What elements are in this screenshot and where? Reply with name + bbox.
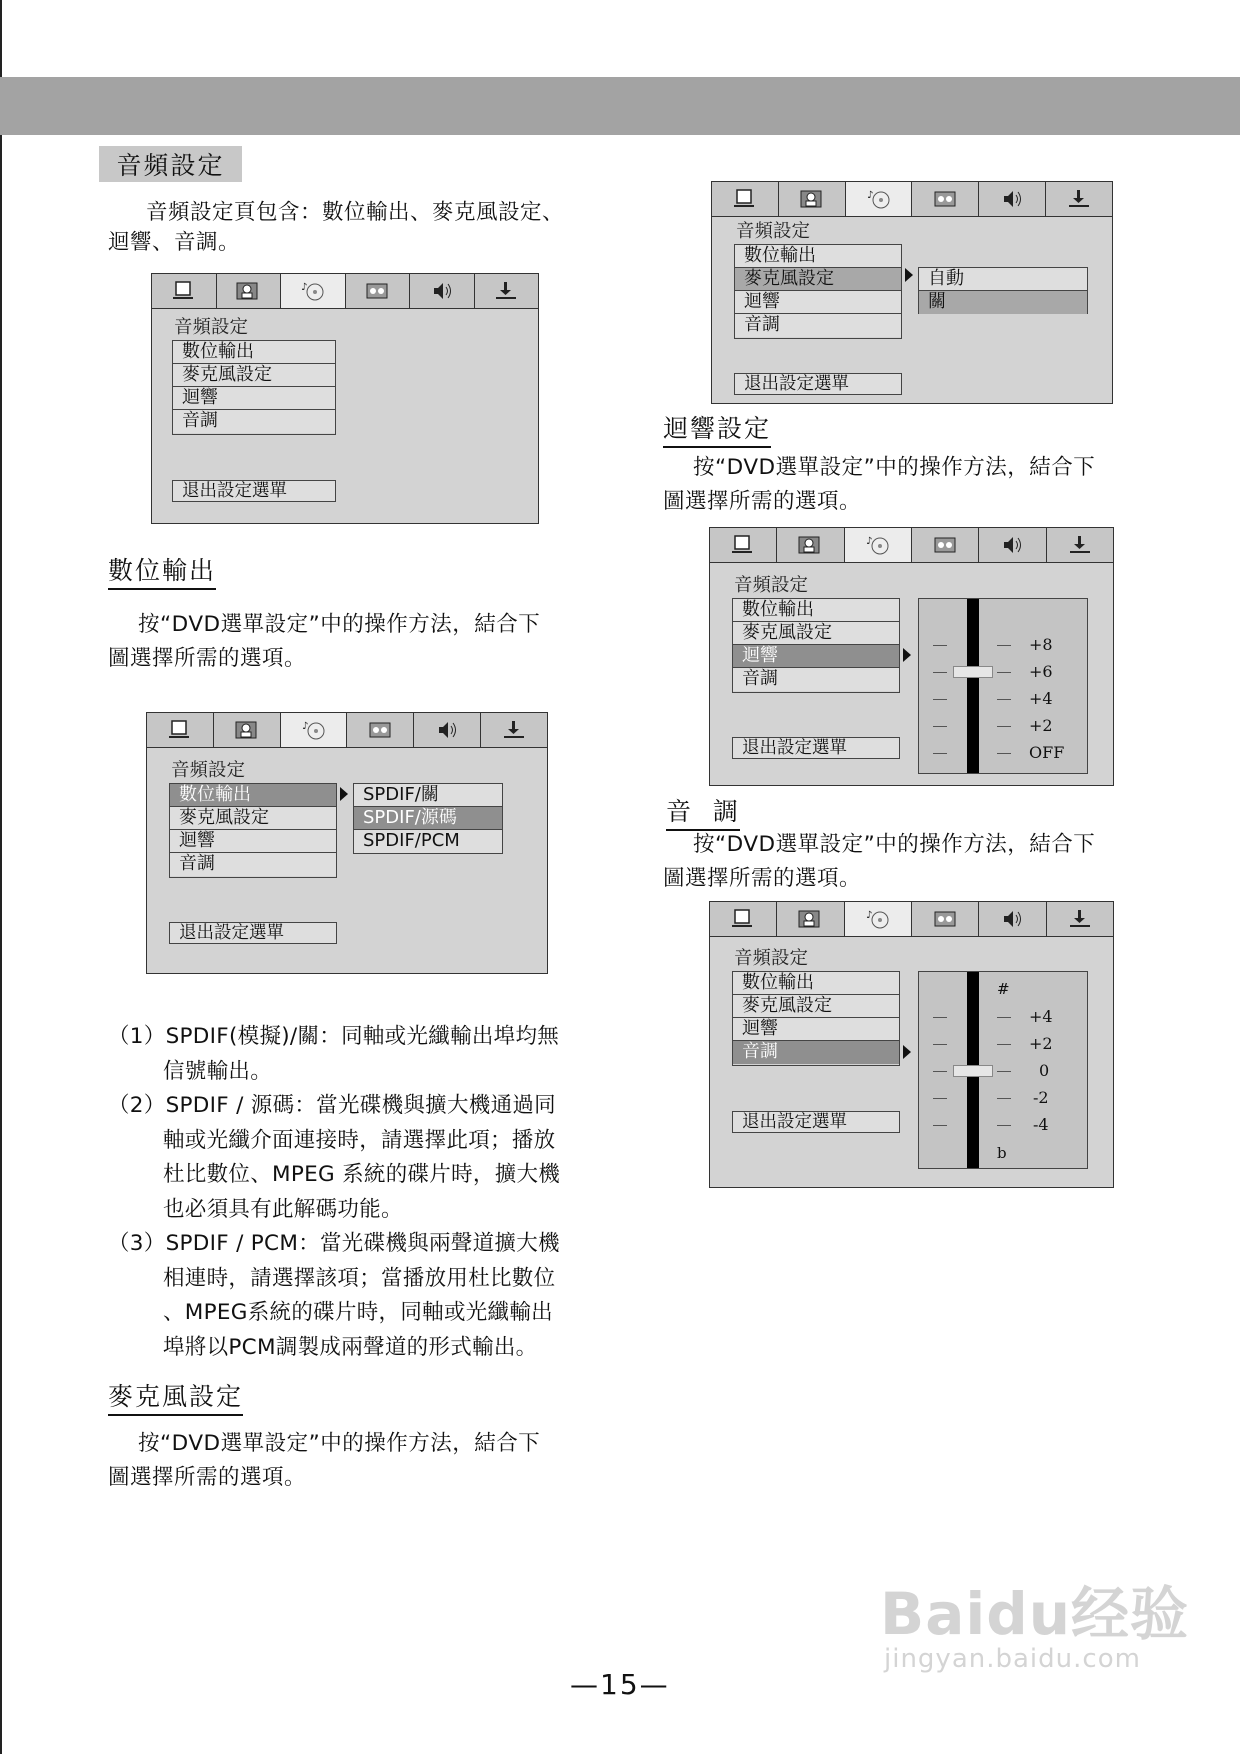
- tone-label-minus2: -2: [1033, 1088, 1049, 1107]
- tone-label-flat: b: [997, 1144, 1007, 1162]
- menu-item-tone[interactable]: 音調: [173, 410, 335, 433]
- tab-speaker[interactable]: [979, 182, 1046, 216]
- slider-tick: [997, 1071, 1011, 1072]
- slider-tick: [997, 1044, 1011, 1045]
- monitor-icon: [729, 908, 757, 930]
- slider-knob[interactable]: [953, 1065, 993, 1077]
- slider-tick: [933, 699, 947, 700]
- mic-line-1: 按“DVD選單設定”中的操作方法，結合下: [138, 1431, 541, 1456]
- tab-rating[interactable]: [347, 713, 414, 747]
- slider-tick: [933, 1125, 947, 1126]
- echo-label-plus8: +8: [1029, 635, 1053, 654]
- echo-line-2: 圖選擇所需的選項。: [663, 489, 862, 514]
- note-item-2: [108, 1089, 628, 1227]
- speaker-icon: [428, 280, 456, 302]
- menu-tab-bar: [152, 274, 538, 309]
- tab-audio[interactable]: [846, 182, 913, 216]
- heading-digital-output: 數位輸出: [108, 556, 216, 590]
- speaker-icon: [433, 719, 461, 741]
- option-spdif-raw[interactable]: SPDIF/源碼: [354, 807, 502, 830]
- person-icon: [796, 534, 824, 556]
- film-icon: [931, 534, 959, 556]
- note-3-line-3: 、MPEG系統的碟片時，同軸或光纖輸出: [163, 1300, 553, 1325]
- slider-tick: [997, 699, 1011, 700]
- download-icon: [1066, 908, 1094, 930]
- disc-icon: [865, 188, 893, 210]
- header-band: [0, 77, 1240, 135]
- note-item-3: [108, 1227, 628, 1365]
- tone-label-plus2: +2: [1029, 1034, 1053, 1053]
- heading-tone: 音 調: [666, 797, 740, 831]
- tab-video[interactable]: [147, 713, 214, 747]
- slider-tick: [997, 1125, 1011, 1126]
- menu-title: 音頻設定: [171, 760, 246, 781]
- svg-text:♪: ♪: [866, 190, 873, 201]
- tab-speaker[interactable]: [979, 528, 1046, 562]
- tone-line-1: 按“DVD選單設定”中的操作方法，結合下: [693, 832, 1096, 857]
- tab-misc[interactable]: [481, 713, 547, 747]
- echo-label-plus2: +2: [1029, 716, 1053, 735]
- echo-line-1: 按“DVD選單設定”中的操作方法，結合下: [693, 455, 1096, 480]
- person-icon: [798, 188, 826, 210]
- menu-exit-button[interactable]: 退出設定選單: [734, 373, 902, 395]
- menu-item-digital-output[interactable]: 數位輸出: [735, 245, 901, 268]
- slider-tick: [997, 672, 1011, 673]
- note-item-1: [108, 1020, 628, 1089]
- menu-tab-bar: [710, 902, 1113, 937]
- watermark-logo-text: Baidu经验: [880, 1580, 1190, 1648]
- tone-paragraph: [663, 828, 1183, 896]
- tone-line-2: 圖選擇所需的選項。: [663, 866, 862, 891]
- menu-screenshot-digital-output: [146, 712, 548, 974]
- option-spdif-pcm[interactable]: SPDIF/PCM: [354, 830, 502, 853]
- speaker-icon: [998, 534, 1026, 556]
- slider-tick: [933, 726, 947, 727]
- slider-tick: [933, 645, 947, 646]
- person-icon: [796, 908, 824, 930]
- svg-text:♪: ♪: [301, 721, 308, 732]
- section-tag-audio-setup: 音頻設定: [99, 146, 242, 182]
- echo-label-off: OFF: [1029, 743, 1065, 762]
- note-1-line-1: （1）SPDIF(模擬)/關：同軸或光纖輸出埠均無: [108, 1024, 560, 1049]
- tone-label-plus4: +4: [1029, 1007, 1053, 1026]
- tab-language[interactable]: [217, 274, 282, 308]
- option-mic-off[interactable]: 關: [919, 291, 1087, 314]
- menu-item-echo[interactable]: 迴響: [733, 1018, 899, 1041]
- tone-label-zero: 0: [1039, 1061, 1050, 1080]
- menu-tab-bar: [712, 182, 1112, 217]
- tab-audio[interactable]: [281, 713, 348, 747]
- menu-item-digital-output[interactable]: 數位輸出: [170, 784, 336, 807]
- slider-tick: [933, 1017, 947, 1018]
- person-icon: [233, 719, 261, 741]
- speaker-icon: [998, 908, 1026, 930]
- slider-tick: [933, 1044, 947, 1045]
- menu-item-mic-setup[interactable]: 麥克風設定: [733, 995, 899, 1018]
- menu-list: [172, 340, 336, 435]
- download-icon: [1065, 188, 1093, 210]
- option-mic-auto[interactable]: 自動: [919, 268, 1087, 291]
- note-3-line-2: 相連時，請選擇該項；當播放用杜比數位: [163, 1265, 556, 1291]
- menu-screenshot-mic-setup: [711, 181, 1113, 404]
- tone-label-sharp: #: [997, 980, 1010, 998]
- submenu-arrow-icon: [340, 787, 348, 801]
- download-icon: [500, 719, 528, 741]
- tab-language[interactable]: [777, 902, 844, 936]
- menu-list: [732, 598, 900, 693]
- menu-title: 音頻設定: [734, 948, 809, 969]
- menu-item-mic-setup[interactable]: 麥克風設定: [170, 807, 336, 830]
- menu-item-digital-output[interactable]: 數位輸出: [173, 341, 335, 364]
- submenu-list-spdif: [353, 783, 503, 854]
- slider-knob[interactable]: [953, 666, 993, 678]
- left-border-line: [0, 0, 2, 1754]
- submenu-arrow-icon: [903, 1045, 911, 1059]
- submenu-arrow-icon: [905, 268, 913, 282]
- menu-list: [734, 244, 902, 339]
- note-2-line-2: 軸或光纖介面連接時，請選擇此項；播放: [163, 1127, 556, 1153]
- menu-screenshot-tone: [709, 901, 1114, 1188]
- film-icon: [363, 280, 391, 302]
- menu-item-mic-setup[interactable]: 麥克風設定: [733, 622, 899, 645]
- watermark-url: jingyan.baidu.com: [884, 1644, 1141, 1674]
- option-spdif-off[interactable]: SPDIF/關: [354, 784, 502, 807]
- menu-item-echo[interactable]: 迴響: [173, 387, 335, 410]
- tab-misc[interactable]: [1047, 902, 1113, 936]
- slider-tick: [997, 726, 1011, 727]
- tab-speaker[interactable]: [979, 902, 1046, 936]
- slider-track: [967, 599, 979, 773]
- menu-item-digital-output[interactable]: 數位輸出: [733, 599, 899, 622]
- menu-title: 音頻設定: [734, 575, 809, 596]
- tab-video[interactable]: [710, 528, 777, 562]
- svg-text:♪: ♪: [865, 536, 873, 547]
- note-2-line-4: 也必須具有此解碼功能。: [163, 1196, 403, 1222]
- menu-item-mic-setup[interactable]: 麥克風設定: [173, 364, 335, 387]
- tab-rating[interactable]: [346, 274, 411, 308]
- menu-tab-bar: [147, 713, 547, 748]
- disc-icon: [864, 908, 892, 930]
- monitor-icon: [170, 280, 198, 302]
- echo-paragraph: [663, 451, 1183, 519]
- intro-paragraph: [108, 196, 628, 260]
- monitor-icon: [729, 534, 757, 556]
- tab-misc[interactable]: [475, 274, 539, 308]
- tab-rating[interactable]: [912, 902, 979, 936]
- slider-tick: [997, 1017, 1011, 1018]
- page-number: —15—: [570, 1668, 670, 1701]
- submenu-arrow-icon: [903, 648, 911, 662]
- baidu-watermark: [880, 1580, 1190, 1674]
- slider-tick: [933, 1071, 947, 1072]
- menu-list: [732, 971, 900, 1066]
- tone-level-slider[interactable]: [918, 971, 1088, 1169]
- menu-item-digital-output[interactable]: 數位輸出: [733, 972, 899, 995]
- monitor-icon: [166, 719, 194, 741]
- tab-misc[interactable]: [1047, 528, 1113, 562]
- slider-tick: [997, 1098, 1011, 1099]
- tab-language[interactable]: [214, 713, 281, 747]
- menu-item-tone[interactable]: 音調: [733, 668, 899, 691]
- menu-item-echo[interactable]: 迴響: [735, 291, 901, 314]
- menu-exit-button[interactable]: 退出設定選單: [172, 480, 336, 502]
- intro-line-1: 音頻設定頁包含：數位輸出、麥克風設定、: [146, 200, 565, 225]
- svg-text:♪: ♪: [300, 282, 308, 293]
- digital-output-paragraph: [108, 608, 628, 676]
- tab-video[interactable]: [712, 182, 779, 216]
- note-3-line-4: 埠將以PCM調製成兩聲道的形式輸出。: [163, 1334, 538, 1360]
- speaker-icon: [998, 188, 1026, 210]
- note-list: [108, 1020, 628, 1365]
- tone-label-minus4: -4: [1033, 1115, 1049, 1134]
- film-icon: [366, 719, 394, 741]
- tab-audio[interactable]: [281, 274, 346, 308]
- menu-item-echo[interactable]: 迴響: [733, 645, 899, 668]
- echo-label-plus6: +6: [1029, 662, 1053, 681]
- slider-tick: [997, 645, 1011, 646]
- slider-tick: [997, 753, 1011, 754]
- slider-tick: [933, 1098, 947, 1099]
- digital-line-2: 圖選擇所需的選項。: [108, 646, 307, 671]
- download-icon: [1066, 534, 1094, 556]
- person-icon: [234, 280, 262, 302]
- menu-exit-button[interactable]: 退出設定選單: [732, 737, 900, 759]
- note-2-line-1: （2）SPDIF / 源碼：當光碟機與擴大機通過同: [108, 1093, 556, 1118]
- echo-label-plus4: +4: [1029, 689, 1053, 708]
- download-icon: [492, 280, 520, 302]
- disc-icon: [300, 719, 328, 741]
- film-icon: [931, 908, 959, 930]
- note-3-line-1: （3）SPDIF / PCM：當光碟機與兩聲道擴大機: [108, 1231, 560, 1256]
- note-1-line-2: 信號輸出。: [163, 1058, 273, 1084]
- film-icon: [931, 188, 959, 210]
- menu-screenshot-echo: [709, 527, 1114, 786]
- note-2-line-3: 杜比數位、MPEG 系統的碟片時，擴大機: [163, 1162, 561, 1187]
- tab-audio[interactable]: [845, 902, 912, 936]
- tab-speaker[interactable]: [410, 274, 475, 308]
- menu-title: 音頻設定: [736, 221, 811, 242]
- tab-audio[interactable]: [845, 528, 912, 562]
- heading-mic-setup: 麥克風設定: [108, 1382, 243, 1416]
- menu-exit-button[interactable]: 退出設定選單: [732, 1111, 900, 1133]
- submenu-list-mic: [918, 267, 1088, 314]
- menu-list: [169, 783, 337, 878]
- menu-item-tone[interactable]: 音調: [170, 853, 336, 876]
- heading-echo-setup: 迴響設定: [663, 414, 771, 448]
- mic-paragraph: [108, 1427, 628, 1495]
- slider-tick: [933, 672, 947, 673]
- tab-speaker[interactable]: [414, 713, 481, 747]
- menu-item-echo[interactable]: 迴響: [170, 830, 336, 853]
- digital-line-1: 按“DVD選單設定”中的操作方法，結合下: [138, 612, 541, 637]
- tab-video[interactable]: [710, 902, 777, 936]
- tab-language[interactable]: [777, 528, 844, 562]
- tab-rating[interactable]: [912, 182, 979, 216]
- disc-icon: [864, 534, 892, 556]
- echo-level-slider[interactable]: [918, 598, 1088, 774]
- menu-item-tone[interactable]: 音調: [733, 1041, 899, 1064]
- menu-exit-button[interactable]: 退出設定選單: [169, 922, 337, 944]
- menu-tab-bar: [710, 528, 1113, 563]
- tab-video[interactable]: [152, 274, 217, 308]
- slider-tick: [933, 753, 947, 754]
- menu-screenshot-main: [151, 273, 539, 524]
- tab-language[interactable]: [779, 182, 846, 216]
- menu-title: 音頻設定: [174, 317, 249, 338]
- menu-item-tone[interactable]: 音調: [735, 314, 901, 337]
- menu-item-mic-setup[interactable]: 麥克風設定: [735, 268, 901, 291]
- tab-rating[interactable]: [912, 528, 979, 562]
- svg-text:♪: ♪: [865, 910, 873, 921]
- intro-line-2: 迴響、音調。: [108, 230, 241, 255]
- mic-line-2: 圖選擇所需的選項。: [108, 1465, 307, 1490]
- disc-icon: [299, 280, 327, 302]
- monitor-icon: [731, 188, 759, 210]
- tab-misc[interactable]: [1046, 182, 1112, 216]
